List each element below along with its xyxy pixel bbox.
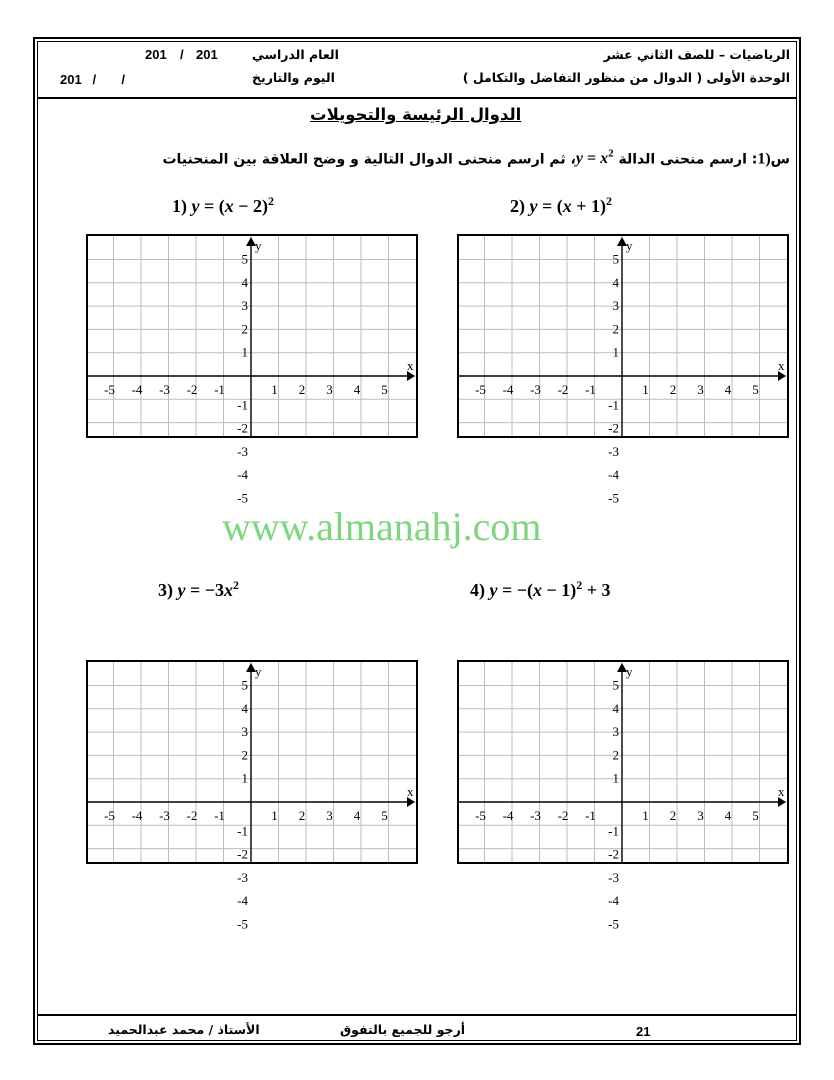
x-tick-label: 1 — [271, 808, 278, 823]
x-tick-label: -4 — [131, 808, 143, 823]
x-tick-label: -1 — [214, 808, 225, 823]
y-tick-label: 1 — [241, 344, 248, 360]
x-tick-label: 3 — [697, 382, 704, 397]
x-tick-label: -5 — [104, 382, 115, 397]
grid-svg-3 — [88, 662, 416, 932]
question-number: 1) — [757, 150, 771, 168]
y-tick-label: 4 — [612, 274, 619, 290]
page-number: 21 — [636, 1024, 651, 1039]
unit-line: الوحدة الأولى ( الدوال من منظور التفاضل والتكامل ) — [462, 70, 790, 85]
y-tick-label: 1 — [612, 770, 619, 786]
y-tick-label: 2 — [241, 747, 248, 763]
y-tick-label: 3 — [241, 298, 248, 314]
y-tick-label: -3 — [237, 869, 248, 885]
header-divider — [37, 97, 797, 99]
equation-4: 4) $y = -(x - 1)^2 + 3$ — [470, 578, 611, 600]
equation-1: 1) $y = (x - 2)^2$ — [172, 194, 275, 216]
y-tick-label: 4 — [241, 274, 248, 290]
y-tick-label: -4 — [608, 467, 619, 483]
x-tick-label: 3 — [326, 382, 333, 397]
y-tick-label: -1 — [608, 823, 619, 839]
question-1 — [162, 148, 790, 168]
teacher-name: الأستاذ / محمد عبدالحميد — [108, 1022, 260, 1037]
y-tick-label: -4 — [237, 467, 248, 483]
coordinate-grid-4 — [457, 660, 789, 932]
question-prefix: س — [770, 151, 790, 168]
x-tick-label: -2 — [557, 808, 569, 823]
y-tick-label: 3 — [612, 724, 619, 740]
x-tick-label: -4 — [502, 382, 514, 397]
x-tick-label: 4 — [353, 382, 361, 397]
y-tick-label: -3 — [237, 443, 248, 459]
x-tick-label: 4 — [724, 808, 732, 823]
y-tick-label: -3 — [608, 869, 619, 885]
x-tick-label: 1 — [271, 382, 278, 397]
x-tick-label: -2 — [557, 382, 569, 397]
year-value-2: 201 — [196, 47, 218, 62]
y-tick-label: -2 — [237, 420, 248, 436]
x-tick-label: 4 — [724, 382, 732, 397]
x-tick-label: -3 — [530, 808, 541, 823]
x-tick-label: -1 — [214, 382, 225, 397]
grid-svg-2 — [459, 236, 787, 506]
grid-svg-1 — [88, 236, 416, 506]
y-tick-label: -4 — [237, 893, 248, 909]
x-axis-label: x — [778, 358, 785, 373]
date-value: 201 / / — [60, 72, 126, 87]
x-tick-label: 2 — [298, 382, 306, 397]
x-tick-label: 1 — [642, 382, 649, 397]
x-tick-label: -5 — [475, 808, 486, 823]
year-label: العام الدراسي — [252, 47, 339, 62]
y-axis-label: y — [626, 664, 633, 679]
y-axis-label: y — [255, 238, 262, 253]
y-tick-label: 2 — [241, 321, 248, 337]
x-tick-label: -4 — [502, 808, 514, 823]
coordinate-grid-1 — [86, 234, 418, 506]
x-tick-label: -4 — [131, 382, 143, 397]
y-axis-label: y — [255, 664, 262, 679]
y-tick-label: -2 — [608, 420, 619, 436]
y-tick-label: 2 — [612, 747, 619, 763]
y-tick-label: -5 — [608, 490, 619, 506]
x-axis-label: x — [407, 358, 414, 373]
subject-line: الرياضيات – للصف الثاني عشر — [603, 47, 790, 62]
x-tick-label: 5 — [381, 382, 388, 397]
y-tick-label: 3 — [241, 724, 248, 740]
y-axis-label: y — [626, 238, 633, 253]
question-text-before: : ارسم منحنى الدالة — [618, 151, 758, 168]
y-tick-label: 5 — [241, 251, 248, 267]
y-tick-label: -1 — [237, 823, 248, 839]
y-tick-label: -5 — [237, 916, 248, 932]
equation-3: 3) $y = -3x^2$ — [158, 578, 240, 600]
question-text-after: ، ثم ارسم منحنى الدوال التالية و وضح العلاقة بين المنحنيات — [162, 151, 576, 168]
y-tick-label: 4 — [612, 700, 619, 716]
y-tick-label: 5 — [612, 251, 619, 267]
x-tick-label: 2 — [669, 382, 677, 397]
x-tick-label: -2 — [186, 382, 198, 397]
y-tick-label: -2 — [608, 846, 619, 862]
x-tick-label: 2 — [669, 808, 677, 823]
x-tick-label: 2 — [298, 808, 306, 823]
y-tick-label: 1 — [241, 770, 248, 786]
x-tick-label: -2 — [186, 808, 198, 823]
page-title: الدوال الرئيسة والتحويلات — [310, 105, 522, 124]
x-tick-label: 5 — [752, 382, 759, 397]
y-tick-label: -2 — [237, 846, 248, 862]
question-base-function: $y = x^2$ — [575, 148, 614, 168]
x-tick-label: 1 — [642, 808, 649, 823]
y-tick-label: 1 — [612, 344, 619, 360]
y-tick-label: -1 — [608, 397, 619, 413]
year-separator: / — [180, 47, 184, 62]
year-value-1: 201 — [145, 47, 167, 62]
footer-wish: أرجو للجميع بالتفوق — [340, 1022, 466, 1037]
footer-divider — [37, 1014, 797, 1016]
date-label: اليوم والتاريخ — [252, 70, 335, 85]
x-axis-label: x — [778, 784, 785, 799]
x-tick-label: -1 — [585, 382, 596, 397]
x-tick-label: -5 — [475, 382, 486, 397]
y-tick-label: -1 — [237, 397, 248, 413]
y-tick-label: 3 — [612, 298, 619, 314]
y-tick-label: -5 — [608, 916, 619, 932]
coordinate-grid-3 — [86, 660, 418, 932]
watermark: www.almanahj.com — [222, 504, 542, 549]
grid-svg-4 — [459, 662, 787, 932]
coordinate-grid-2 — [457, 234, 789, 506]
y-tick-label: 5 — [612, 677, 619, 693]
y-tick-label: -5 — [237, 490, 248, 506]
x-tick-label: 3 — [326, 808, 333, 823]
x-axis-label: x — [407, 784, 414, 799]
y-tick-label: 5 — [241, 677, 248, 693]
y-tick-label: 4 — [241, 700, 248, 716]
y-tick-label: -4 — [608, 893, 619, 909]
x-tick-label: -5 — [104, 808, 115, 823]
x-tick-label: 4 — [353, 808, 361, 823]
x-tick-label: 3 — [697, 808, 704, 823]
x-tick-label: 5 — [752, 808, 759, 823]
y-tick-label: -3 — [608, 443, 619, 459]
x-tick-label: -3 — [159, 808, 170, 823]
x-tick-label: -3 — [159, 382, 170, 397]
y-tick-label: 2 — [612, 321, 619, 337]
x-tick-label: -1 — [585, 808, 596, 823]
x-tick-label: 5 — [381, 808, 388, 823]
x-tick-label: -3 — [530, 382, 541, 397]
equation-2: 2) $y = (x + 1)^2$ — [510, 194, 613, 216]
